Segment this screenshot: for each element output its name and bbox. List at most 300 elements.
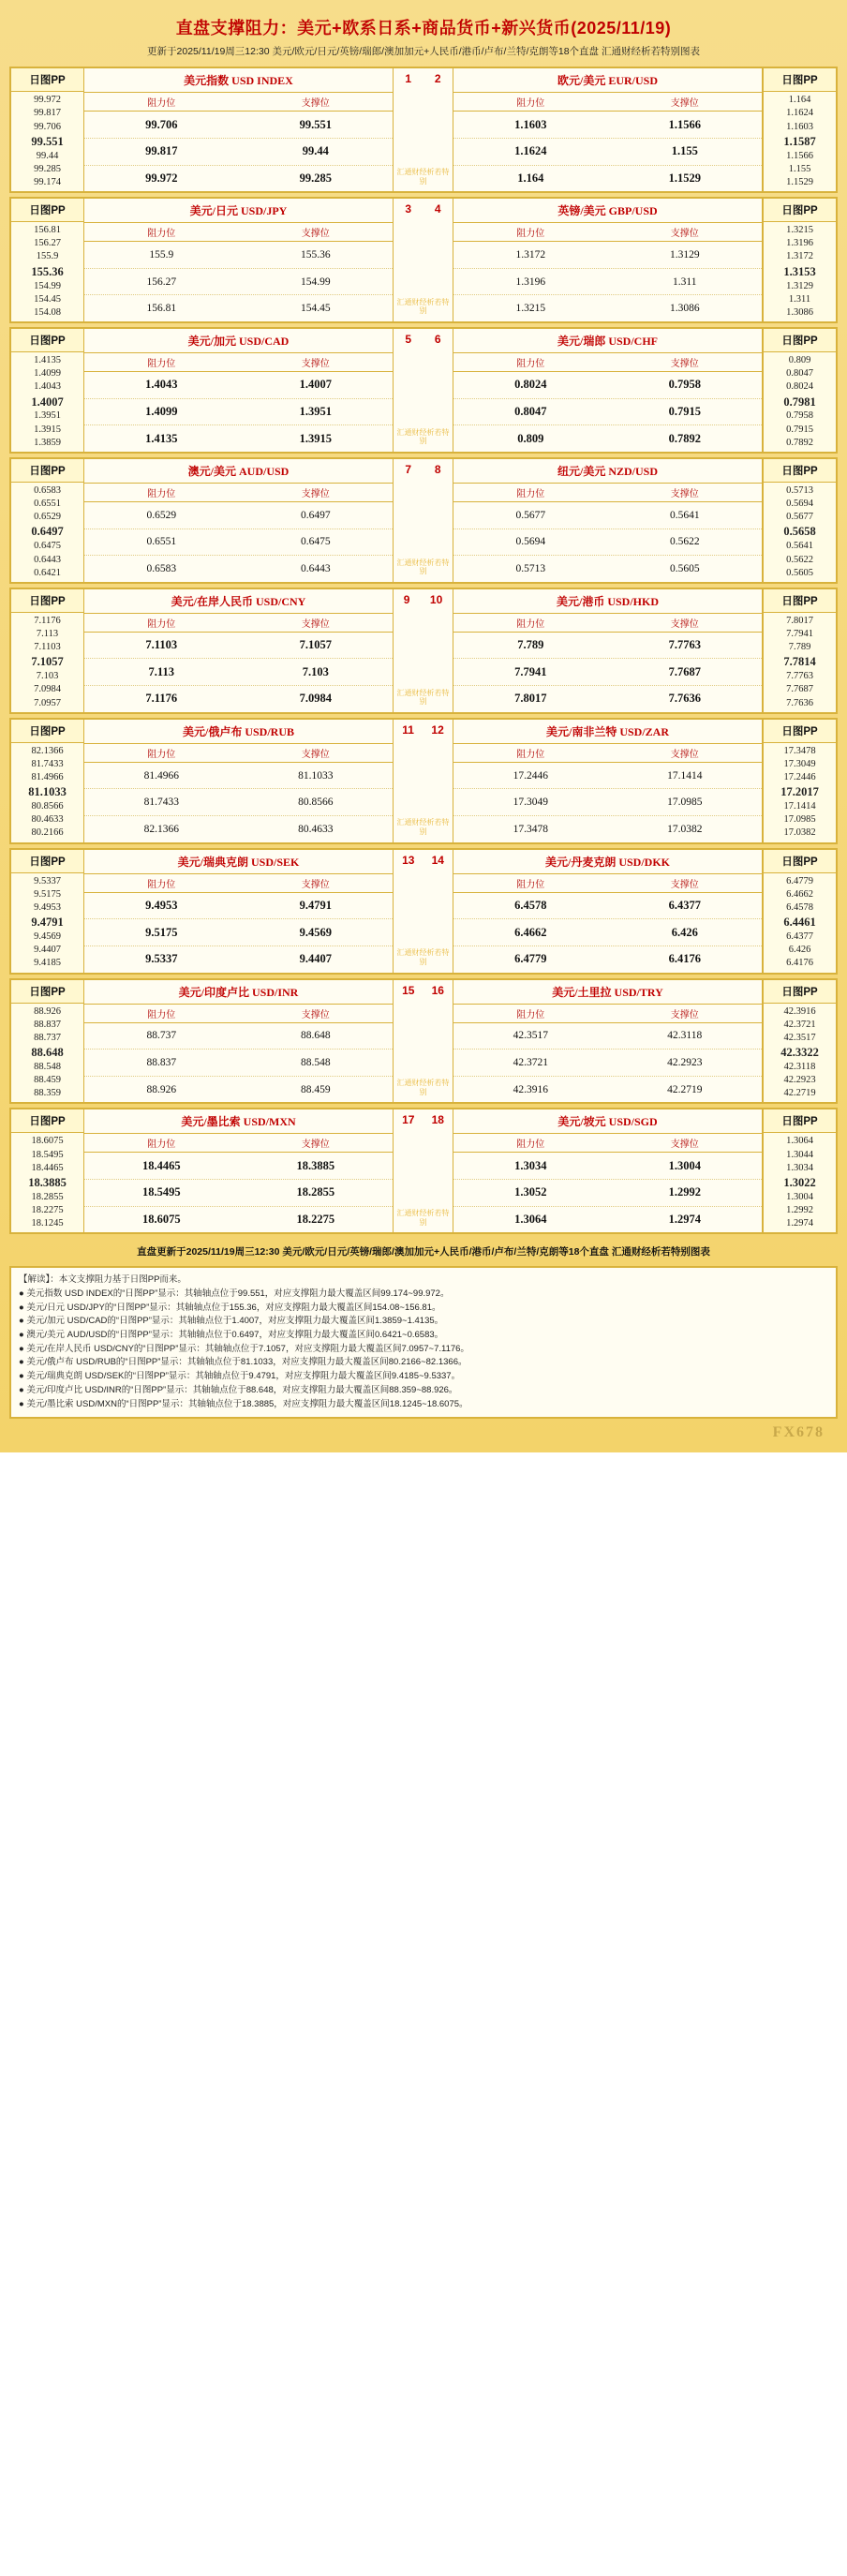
resistance-value: 9.4953: [145, 898, 178, 912]
pp-header: 日图PP: [11, 459, 83, 483]
support-value: 99.551: [299, 117, 332, 131]
index-number: 7: [405, 462, 412, 476]
pp-column: [763, 459, 836, 582]
pp-header: 日图PP: [11, 980, 83, 1004]
pair-title: 美元指数 USD INDEX: [84, 68, 393, 93]
level-row: [84, 893, 393, 920]
pair-title: 美元/土里拉 USD/TRY: [453, 980, 762, 1005]
pair-block: [9, 718, 838, 844]
pp-header: 日图PP: [11, 1109, 83, 1133]
support-value: 1.2992: [668, 1185, 701, 1199]
level-row: [453, 529, 762, 557]
resistance-header: 阻力位: [147, 359, 176, 370]
resistance-support-header: [84, 744, 393, 763]
support-value: 7.103: [302, 664, 329, 678]
support-value: 154.99: [300, 275, 331, 288]
support-value: 99.285: [299, 171, 332, 185]
pair-column: [453, 850, 763, 973]
level-row: [84, 1023, 393, 1050]
pp-value: 0.809: [788, 355, 811, 366]
watermark-text: 汇通财经析若特别: [396, 558, 450, 576]
pp-header: 日图PP: [11, 720, 83, 743]
index-number: 6: [434, 333, 441, 347]
pair-block: [9, 197, 838, 323]
pp-value: 9.4407: [34, 945, 61, 956]
support-value: 0.6475: [300, 536, 331, 548]
level-rows: [453, 372, 762, 452]
level-row: [453, 556, 762, 582]
pair-column: [84, 199, 394, 321]
support-value: 0.6443: [300, 563, 331, 575]
index-column: [394, 589, 453, 712]
resistance-support-header: [453, 874, 762, 893]
level-rows: [453, 763, 762, 842]
level-row: [84, 425, 393, 452]
pp-value: 17.0985: [783, 814, 816, 826]
pp-header: 日图PP: [764, 1109, 836, 1133]
level-row: [84, 502, 393, 529]
level-row: [453, 659, 762, 686]
note-line: ● 美元/墨比索 USD/MXN的“日图PP”显示：其轴轴点位于18.3885，对应支撑阻力最大覆盖区间18.1245~18.6075。: [19, 1398, 468, 1409]
notes-lines: [19, 1288, 828, 1411]
support-value: 88.648: [300, 1030, 331, 1042]
pp-value-list: [764, 873, 836, 973]
pp-value: 1.3086: [786, 306, 813, 318]
resistance-support-header: [453, 223, 762, 242]
pp-value: 9.5175: [34, 888, 61, 900]
pp-value: 17.1414: [783, 801, 816, 812]
pp-header: 日图PP: [764, 980, 836, 1004]
pp-value: 1.3022: [783, 1175, 816, 1189]
index-number: 2: [434, 72, 441, 86]
support-value: 6.426: [671, 925, 698, 939]
pp-value: 99.706: [34, 121, 61, 132]
pp-header: 日图PP: [764, 329, 836, 352]
pp-value: 156.27: [34, 238, 61, 249]
pp-value: 7.7687: [786, 684, 813, 695]
pp-value: 6.4461: [783, 916, 816, 930]
note-line: ● 美元/印度卢比 USD/INR的“日图PP”显示：其轴轴点位于88.648，对应支撑阻力最大覆盖区间88.359~88.926。: [19, 1384, 458, 1395]
resistance-value: 88.737: [146, 1030, 177, 1042]
pp-header: 日图PP: [764, 199, 836, 222]
support-header: 支撑位: [670, 1009, 699, 1020]
support-header: 支撑位: [301, 229, 330, 240]
pp-value: 99.285: [34, 163, 61, 174]
level-row: [84, 529, 393, 557]
pp-value: 1.4099: [34, 368, 61, 380]
notes-panel: [9, 1266, 838, 1419]
pp-value: 0.5622: [786, 554, 813, 565]
pair-title: 美元/加元 USD/CAD: [84, 329, 393, 353]
support-header: 支撑位: [670, 359, 699, 370]
level-row: [453, 763, 762, 790]
resistance-value: 1.164: [517, 171, 544, 185]
pp-value: 99.174: [34, 176, 61, 187]
index-numbers: [394, 720, 453, 737]
footer-title: 直盘更新于2025/11/19周三12:30 美元/欧元/日元/英镑/瑞郎/澳加加元+人民币/港币/卢布/兰特/克朗等18个直盘 汇通财经析若特别图表: [137, 1246, 710, 1258]
pp-value-list: [11, 1004, 83, 1103]
pp-value: 18.2855: [31, 1191, 64, 1202]
level-row: [453, 946, 762, 973]
resistance-value: 88.926: [146, 1083, 177, 1095]
resistance-value: 9.5175: [145, 925, 178, 939]
resistance-support-header: [84, 93, 393, 112]
pair-block: [9, 457, 838, 584]
support-value: 88.548: [300, 1057, 331, 1069]
level-row: [84, 1153, 393, 1180]
pp-value: 7.7763: [786, 671, 813, 682]
level-row: [453, 1207, 762, 1233]
level-row: [84, 633, 393, 660]
pp-value: 18.2275: [31, 1205, 64, 1216]
pp-value: 0.6497: [31, 525, 64, 539]
pair-column: [453, 199, 763, 321]
level-row: [84, 919, 393, 946]
support-value: 18.3885: [296, 1158, 335, 1172]
level-row: [84, 112, 393, 139]
pp-value: 9.4953: [34, 902, 61, 913]
resistance-value: 9.5337: [145, 952, 178, 966]
pp-value: 1.3044: [786, 1149, 813, 1160]
pp-value: 17.3478: [783, 745, 816, 756]
pp-value: 1.2974: [786, 1218, 813, 1229]
block-row: [11, 980, 836, 1103]
pp-column: [11, 68, 84, 191]
pair-block: [9, 1108, 838, 1234]
resistance-value: 0.5677: [515, 509, 546, 521]
pp-column: [763, 980, 836, 1103]
pp-column: [763, 199, 836, 321]
support-value: 0.5641: [669, 509, 700, 521]
pp-column: [763, 589, 836, 712]
index-number: 12: [431, 722, 444, 737]
pp-value: 0.5677: [786, 512, 813, 523]
pair-column: [453, 1109, 763, 1232]
index-numbers: [394, 68, 453, 85]
resistance-support-header: [84, 1134, 393, 1153]
pp-value: 0.5605: [786, 567, 813, 578]
index-column: [394, 850, 453, 973]
resistance-value: 1.3215: [515, 303, 546, 315]
pp-value: 42.2923: [783, 1075, 816, 1086]
pair-column: [453, 68, 763, 191]
level-row: [84, 763, 393, 790]
support-value: 7.1057: [299, 638, 332, 652]
block-row: [11, 1109, 836, 1232]
support-value: 1.3915: [299, 431, 332, 445]
support-value: 42.2923: [667, 1057, 703, 1069]
resistance-value: 17.2446: [513, 769, 548, 782]
level-row: [84, 816, 393, 842]
index-number: 4: [434, 202, 441, 216]
level-row: [84, 269, 393, 296]
pair-column: [84, 329, 394, 452]
pp-value: 17.2446: [783, 772, 816, 783]
level-rows: [453, 242, 762, 321]
resistance-value: 1.1624: [514, 144, 547, 158]
level-row: [84, 946, 393, 973]
level-row: [84, 1180, 393, 1207]
pp-value: 80.8566: [31, 801, 64, 812]
watermark-text: 汇通财经析若特别: [396, 1079, 450, 1096]
pp-value: 17.3049: [783, 758, 816, 769]
pp-value: 18.1245: [31, 1218, 64, 1229]
level-row: [453, 295, 762, 321]
watermark-text: 汇通财经析若特别: [396, 297, 450, 316]
blocks-container: [9, 67, 838, 1234]
resistance-value: 1.4099: [145, 404, 178, 418]
pp-value: 155.9: [36, 251, 59, 262]
pp-value: 154.08: [34, 306, 61, 318]
pp-value: 1.4007: [31, 395, 64, 409]
support-header: 支撑位: [301, 359, 330, 370]
pp-value: 0.6583: [34, 484, 61, 496]
resistance-value: 81.4966: [143, 769, 179, 782]
resistance-value: 17.3478: [513, 823, 548, 835]
block-row: [11, 68, 836, 191]
pp-value: 9.4185: [34, 958, 61, 969]
resistance-support-header: [453, 614, 762, 633]
pp-value-list: [11, 222, 83, 321]
pp-value-list: [764, 483, 836, 582]
support-value: 1.3086: [669, 303, 700, 315]
support-value: 81.1033: [298, 769, 334, 782]
index-number: 9: [403, 592, 410, 606]
pair-column: [84, 980, 394, 1103]
resistance-support-header: [84, 1005, 393, 1023]
pp-value: 80.2166: [31, 827, 64, 839]
pp-value: 0.8047: [786, 368, 813, 380]
pp-value: 99.817: [34, 108, 61, 119]
pp-value: 0.5658: [783, 525, 816, 539]
pp-value: 42.2719: [783, 1088, 816, 1099]
index-column: [394, 199, 453, 321]
level-row: [84, 166, 393, 192]
support-header: 支撑位: [670, 1139, 699, 1151]
resistance-support-header: [84, 484, 393, 502]
pp-value: 88.737: [34, 1032, 61, 1043]
support-value: 17.0382: [667, 823, 703, 835]
pp-column: [763, 329, 836, 452]
note-line: ● 美元指数 USD INDEX的“日图PP”显示：其轴轴点位于99.551，对应支撑阻力最大覆盖区间99.174~99.972。: [19, 1288, 450, 1299]
pp-value: 17.2017: [780, 785, 819, 799]
support-value: 80.4633: [298, 823, 334, 835]
pp-column: [763, 1109, 836, 1232]
pp-header: 日图PP: [764, 459, 836, 483]
resistance-header: 阻力位: [516, 1139, 545, 1151]
pp-value: 1.3196: [786, 238, 813, 249]
index-number: 13: [402, 853, 415, 867]
pp-value-list: [764, 222, 836, 321]
pp-value: 0.5641: [786, 541, 813, 552]
pp-value: 1.3951: [34, 410, 61, 422]
pp-value: 42.3721: [783, 1019, 816, 1030]
level-row: [453, 269, 762, 296]
support-value: 0.5622: [669, 536, 700, 548]
pp-value: 0.7981: [783, 395, 816, 409]
pp-column: [763, 720, 836, 842]
support-value: 0.7958: [668, 378, 701, 392]
note-line: ● 美元/加元 USD/CAD的“日图PP”显示：其轴轴点位于1.4007，对应支撑阻力最大覆盖区间1.3859~1.4135。: [19, 1316, 444, 1327]
level-row: [453, 139, 762, 166]
support-header: 支撑位: [670, 879, 699, 890]
level-rows: [453, 633, 762, 712]
pp-value: 7.1176: [34, 615, 61, 626]
pair-column: [84, 850, 394, 973]
pp-value: 0.7892: [786, 437, 813, 448]
level-row: [453, 399, 762, 426]
resistance-header: 阻力位: [516, 879, 545, 890]
resistance-support-header: [453, 484, 762, 502]
pp-value: 1.311: [788, 293, 811, 305]
block-row: [11, 589, 836, 712]
pp-value: 80.4633: [31, 814, 64, 826]
pp-value: 88.837: [34, 1019, 61, 1030]
resistance-support-header: [84, 353, 393, 372]
support-value: 154.45: [300, 303, 331, 315]
pp-column: [11, 850, 84, 973]
pp-value-list: [11, 483, 83, 582]
resistance-value: 0.6583: [146, 563, 177, 575]
resistance-value: 0.6551: [146, 536, 177, 548]
index-column: [394, 459, 453, 582]
pp-value: 154.99: [34, 280, 61, 291]
pair-title: 美元/丹麦克朗 USD/DKK: [453, 850, 762, 874]
support-value: 0.7915: [668, 404, 701, 418]
pp-value: 154.45: [34, 293, 61, 305]
level-row: [453, 372, 762, 399]
pp-value: 1.1566: [786, 150, 813, 161]
level-row: [84, 399, 393, 426]
level-rows: [84, 893, 393, 973]
index-number: 17: [402, 1113, 415, 1127]
pp-value: 7.789: [788, 642, 811, 653]
support-header: 支撑位: [301, 1009, 330, 1020]
pp-header: 日图PP: [11, 850, 83, 873]
support-value: 88.459: [300, 1083, 331, 1095]
resistance-header: 阻力位: [516, 749, 545, 760]
pp-value-list: [11, 352, 83, 452]
resistance-value: 7.8017: [514, 692, 547, 706]
support-value: 6.4176: [668, 952, 701, 966]
pp-value: 18.3885: [28, 1175, 67, 1189]
level-row: [84, 1050, 393, 1077]
support-value: 18.2855: [296, 1185, 335, 1199]
pp-value-list: [764, 92, 836, 191]
resistance-value: 1.4043: [145, 378, 178, 392]
pp-value-list: [11, 743, 83, 842]
pp-value: 0.6421: [34, 567, 61, 578]
pp-value: 0.8024: [786, 381, 813, 393]
pp-value: 99.972: [34, 95, 61, 106]
support-header: 支撑位: [301, 879, 330, 890]
resistance-value: 0.8024: [514, 378, 547, 392]
level-row: [453, 1023, 762, 1050]
level-rows: [84, 502, 393, 582]
pp-value-list: [11, 873, 83, 973]
pp-value: 0.6551: [34, 499, 61, 510]
pp-header: 日图PP: [764, 68, 836, 92]
pair-column: [84, 589, 394, 712]
pp-value: 81.7433: [31, 758, 64, 769]
pp-value: 82.1366: [31, 745, 64, 756]
pp-header: 日图PP: [11, 68, 83, 92]
pp-column: [11, 459, 84, 582]
resistance-value: 0.6529: [146, 509, 177, 521]
resistance-value: 18.4465: [141, 1158, 181, 1172]
resistance-header: 阻力位: [147, 749, 176, 760]
pp-value: 7.0984: [34, 684, 61, 695]
index-number: 1: [405, 72, 412, 86]
pp-value: 7.7636: [786, 697, 813, 708]
pp-value: 7.113: [36, 629, 59, 640]
level-row: [84, 789, 393, 816]
pp-value: 88.359: [34, 1088, 61, 1099]
pp-value: 1.3915: [34, 424, 61, 435]
page-title: 直盘支撑阻力：美元+欧系日系+商品货币+新兴货币(2025/11/19): [175, 19, 672, 37]
pp-header: 日图PP: [764, 720, 836, 743]
resistance-value: 0.809: [517, 431, 544, 445]
index-number: 11: [402, 722, 414, 737]
pp-value-list: [764, 613, 836, 712]
pp-value: 1.3153: [783, 264, 816, 278]
support-header: 支撑位: [301, 98, 330, 110]
block-row: [11, 199, 836, 321]
pp-value: 1.3034: [786, 1162, 813, 1173]
index-number: 18: [431, 1113, 444, 1127]
watermark-text: 汇通财经析若特别: [396, 1209, 450, 1227]
support-value: 7.7687: [668, 664, 701, 678]
watermark-text: 汇通财经析若特别: [396, 948, 450, 966]
level-row: [84, 139, 393, 166]
support-value: 17.0985: [667, 797, 703, 809]
resistance-value: 17.3049: [513, 797, 548, 809]
resistance-header: 阻力位: [147, 488, 176, 499]
level-row: [453, 1153, 762, 1180]
level-row: [453, 1180, 762, 1207]
resistance-header: 阻力位: [147, 1009, 176, 1020]
pp-value-list: [764, 352, 836, 452]
support-header: 支撑位: [670, 488, 699, 499]
notes-header: 【解读】：本文支撑阻力基于日图PP而来。: [19, 1274, 186, 1286]
pair-column: [453, 980, 763, 1103]
resistance-value: 88.837: [146, 1057, 177, 1069]
resistance-value: 99.817: [145, 144, 178, 158]
pair-block: [9, 848, 838, 975]
support-value: 42.3118: [667, 1030, 703, 1042]
index-numbers: [394, 329, 453, 346]
level-rows: [84, 633, 393, 712]
resistance-header: 阻力位: [147, 879, 176, 890]
pp-value: 0.5713: [786, 484, 813, 496]
pp-column: [11, 720, 84, 842]
support-value: 80.8566: [298, 797, 334, 809]
resistance-header: 阻力位: [516, 618, 545, 630]
pp-value: 156.81: [34, 225, 61, 236]
index-number: 16: [431, 983, 444, 997]
resistance-value: 1.4135: [145, 431, 178, 445]
support-value: 9.4569: [299, 925, 332, 939]
block-row: [11, 720, 836, 842]
pair-title: 澳元/美元 AUD/USD: [84, 459, 393, 484]
support-value: 155.36: [300, 248, 331, 261]
level-rows: [84, 763, 393, 842]
pair-title: 欧元/美元 EUR/USD: [453, 68, 762, 93]
pp-value: 88.459: [34, 1075, 61, 1086]
resistance-header: 阻力位: [147, 618, 176, 630]
support-header: 支撑位: [670, 229, 699, 240]
pp-value: 0.6443: [34, 554, 61, 565]
